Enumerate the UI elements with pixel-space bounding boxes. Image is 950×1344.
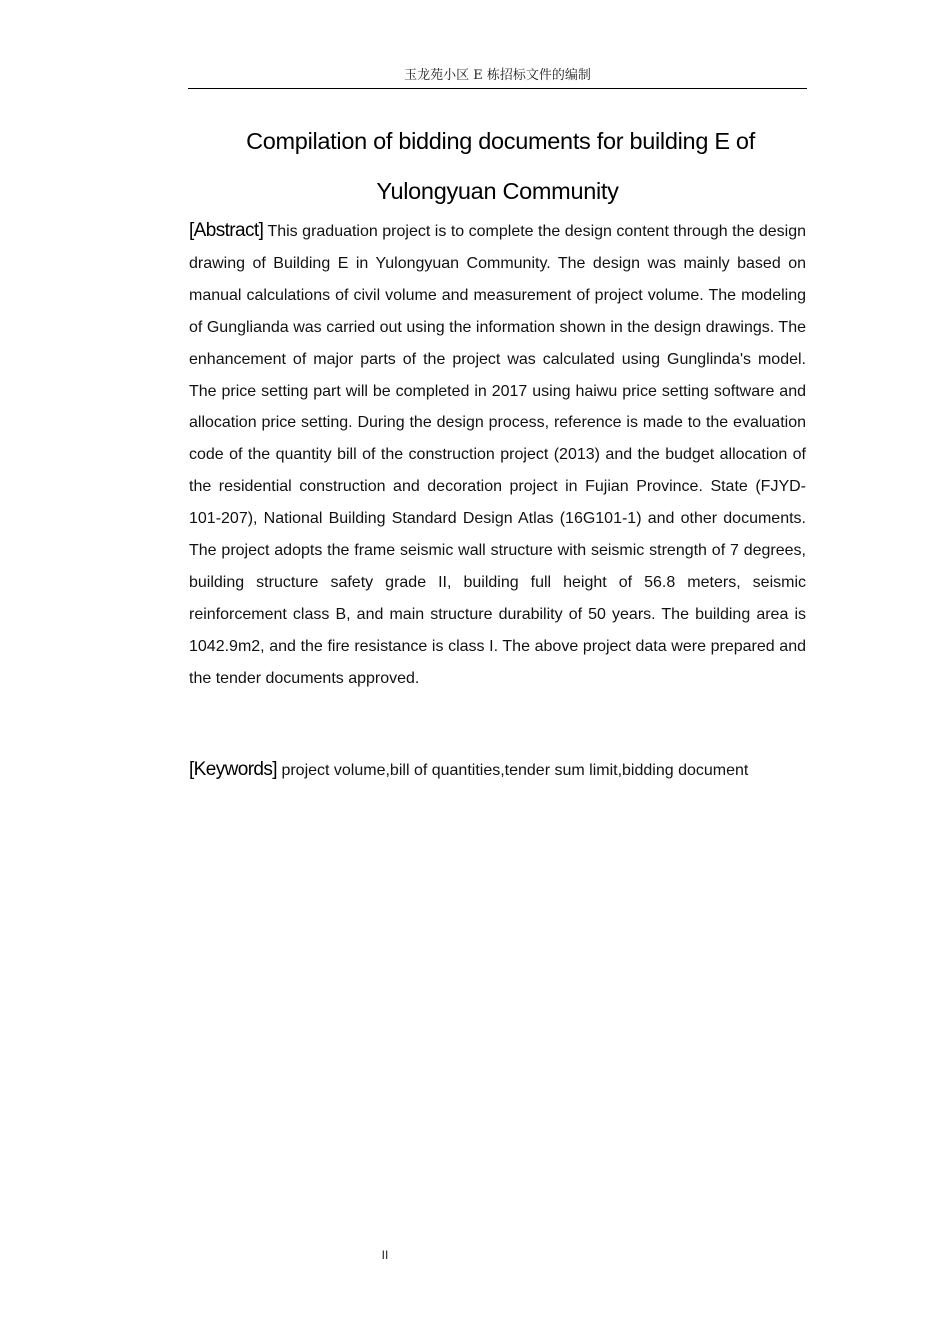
document-title-line-2: Yulongyuan Community bbox=[376, 178, 619, 204]
abstract-paragraph bbox=[189, 215, 806, 695]
keywords-paragraph bbox=[189, 754, 806, 787]
abstract-label: [Abstract] bbox=[189, 220, 264, 241]
keywords-label: [Keywords] bbox=[189, 759, 277, 780]
running-header bbox=[188, 66, 807, 89]
abstract-text: This graduation project is to complete the design content through the design drawing of Building E in Yulongyuan Community. The design was mainly based on manual calculations of civil volume and measurement of project volume. The modeling of Gunglianda was carried out using the information shown in the design drawings. The enhancement of major parts of the project was calculated using Gunglinda's model. The price setting part will be completed in 2017 using haiwu price setting software and allocation price setting. During the design process, reference is made to the evaluation code of the quantity bill of the construction project (2013) and the budget allocation of the residential construction and decoration project in Fujian Province. State (FJYD-101-207), National Building Standard Design Atlas (16G101-1) and other documents. The project adopts the frame seismic wall structure with seismic strength of 7 degrees, building structure safety grade II, building full height of 56.8 meters, seismic reinforcement class B, and main structure durability of 50 years. The building area is 1042.9m2, and the fire resistance is class I. The above project data were prepared and the tender documents approved. bbox=[189, 223, 806, 687]
keywords-text: project volume,bill of quantities,tender sum limit,bidding document bbox=[281, 762, 749, 779]
running-header-text: 玉龙苑小区 E 栋招标文件的编制 bbox=[404, 68, 591, 83]
document-title-line-1: Compilation of bidding documents for building E of bbox=[246, 128, 755, 154]
document-title bbox=[188, 116, 807, 216]
page-number: II bbox=[381, 1248, 389, 1262]
